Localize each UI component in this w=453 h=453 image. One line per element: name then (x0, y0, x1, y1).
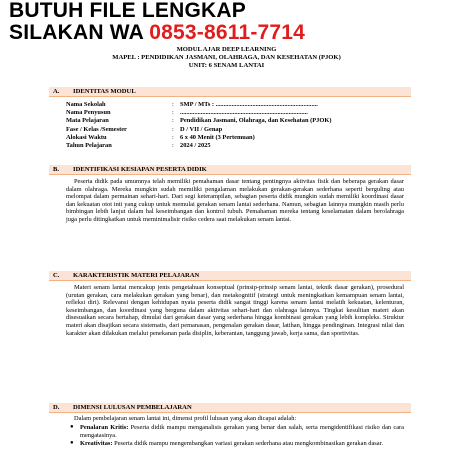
identity-label: Tahun Pelajaran (66, 142, 112, 150)
identity-row (66, 117, 331, 125)
identity-colon: : (172, 133, 174, 141)
section-title: DIMENSI LULUSAN PEMBELAJARAN (73, 404, 192, 411)
document-title: MODUL AJAR DEEP LEARNING (176, 46, 277, 53)
section-letter: C. (53, 272, 60, 279)
list-item-text: Peserta didik mampu menganalisis gerakan yang benar dan salah, serta mengidentifikasi risiko dan cara mengatasinya. (80, 424, 404, 439)
section-heading-d (49, 403, 411, 413)
identity-row (66, 109, 331, 117)
list-item (70, 424, 404, 439)
identity-value: 6 x 40 Menit (3 Pertemuan) (180, 133, 255, 141)
identity-row (66, 126, 331, 134)
section-heading-c (49, 271, 411, 281)
section-letter: D. (53, 404, 60, 411)
document-header (0, 46, 453, 70)
section-title: IDENTIFIKASI KESIAPAN PESERTA DIDIK (73, 166, 207, 173)
banner-line-2 (9, 22, 305, 43)
list-item (70, 440, 404, 448)
banner-phone: 0853-8611-7714 (149, 21, 306, 44)
identity-colon: : (172, 125, 174, 133)
identity-label: Nama Sekolah (66, 101, 106, 108)
identity-row (66, 134, 331, 142)
identity-value: D / VII / Genap (180, 125, 223, 133)
bullet-icon: ● (70, 440, 74, 447)
identity-colon: : (172, 109, 174, 117)
banner-line-1: BUTUH FILE LENGKAP (9, 0, 246, 22)
identity-value: ................................................................................ (180, 109, 308, 117)
dimension-list (70, 424, 404, 449)
list-item-term: Penalaran Kritis: (80, 424, 129, 431)
document-unit: UNIT: 6 SENAM LANTAI (188, 62, 265, 69)
document-subject: MAPEL : PENDIDIKAN JASMANI, OLAHRAGA, DAN KESEHATAN (PJOK) (112, 54, 341, 61)
readiness-paragraph: Peserta didik pada umumnya telah memiliki pemahaman dasar tentang pentingnya aktivitas fisik dan beberapa gerakan dasar dalam olahraga. Mereka mungkin sudah memiliki pengalaman melakukan gerakan-gerakan sederhana seperti berguling atau melompat dalam permainan sehari-hari. Dari segi keterampilan, sebagian peserta didik mungkin sudah memiliki koordinasi dasar dan kekuatan otot inti yang cukup untuk memulai gerakan senam lantai sederhana. Namun, sebagian lainnya mungkin masih perlu bimbingan lebih lanjut dalam hal keseimbangan dan kontrol tubuh. Pemahaman mereka tentang keselamatan dalam berolahraga juga perlu ditingkatkan untuk meminimalisir risiko cedera saat melakukan senam lantai. (66, 178, 404, 223)
section-letter: A. (53, 88, 60, 95)
identity-row (66, 101, 331, 109)
section-title: IDENTITAS MODUL (73, 88, 136, 95)
bullet-icon: ● (70, 424, 74, 430)
promo-banner (9, 0, 305, 43)
material-paragraph: Materi senam lantai mencakup jenis pengetahuan konseptual (prinsip-prinsip senam lantai, teknik dasar gerakan), prosedural (urutan gerakan, cara melakukan gerakan yang benar), dan metakognitif (strategi untuk meningkatkan kemampuan senam lantai, refleksi diri). Relevansi dengan kehidupan nyata peserta didik sangat tinggi karena senam lantai melatih kekuatan, kelenturan, keseimbangan, dan koordinasi yang berguna dalam aktivitas sehari-hari dan olahraga lainnya. Tingkat kesulitan materi akan disesuaikan secara bertahap, dimulai dari gerakan dasar yang sederhana hingga kombinasi gerakan yang lebih kompleks. Struktur materi akan disajikan secara sistematis, dari pemanasan, pengenalan gerakan dasar, latihan, hingga pendinginan. Integrasi nilai dan karakter akan dilakukan melalui penekanan pada disiplin, keberanian, tanggung jawab, kerja sama, dan sportivitas. (66, 284, 404, 337)
section-letter: B. (53, 166, 60, 173)
identity-value: Pendidikan Jasmani, Olahraga, dan Kesehatan (PJOK) (180, 117, 332, 125)
section-heading-b (49, 165, 411, 175)
list-item-term: Kreativitas: (80, 440, 113, 448)
identity-label: Alokasi Waktu (66, 133, 107, 141)
identity-label: Fase / Kelas /Semester (66, 125, 127, 133)
identity-table (66, 101, 331, 150)
identity-colon: : (172, 142, 174, 150)
identity-label: Mata Pelajaran (66, 117, 109, 125)
section-title: KARAKTERISTIK MATERI PELAJARAN (73, 272, 200, 279)
identity-colon: : (172, 117, 174, 125)
section-heading-a (49, 87, 411, 97)
dimension-intro: Dalam pembelajaran senam lantai ini, dimensi profil lulusan yang akan dicapai adalah: (74, 415, 297, 422)
identity-label: Nama Penyusun (66, 109, 111, 117)
identity-colon: : (172, 101, 174, 108)
identity-value: 2024 / 2025 (180, 142, 211, 150)
banner-text: SILAKAN WA (9, 21, 150, 44)
identity-row (66, 142, 331, 150)
identity-value: SMP / MTs : ................................................................ (180, 101, 318, 108)
list-item-text: Peserta didik mampu mengembangkan variasi gerakan sederhana atau mengkombinasikan gerakan dasar. (112, 440, 383, 448)
